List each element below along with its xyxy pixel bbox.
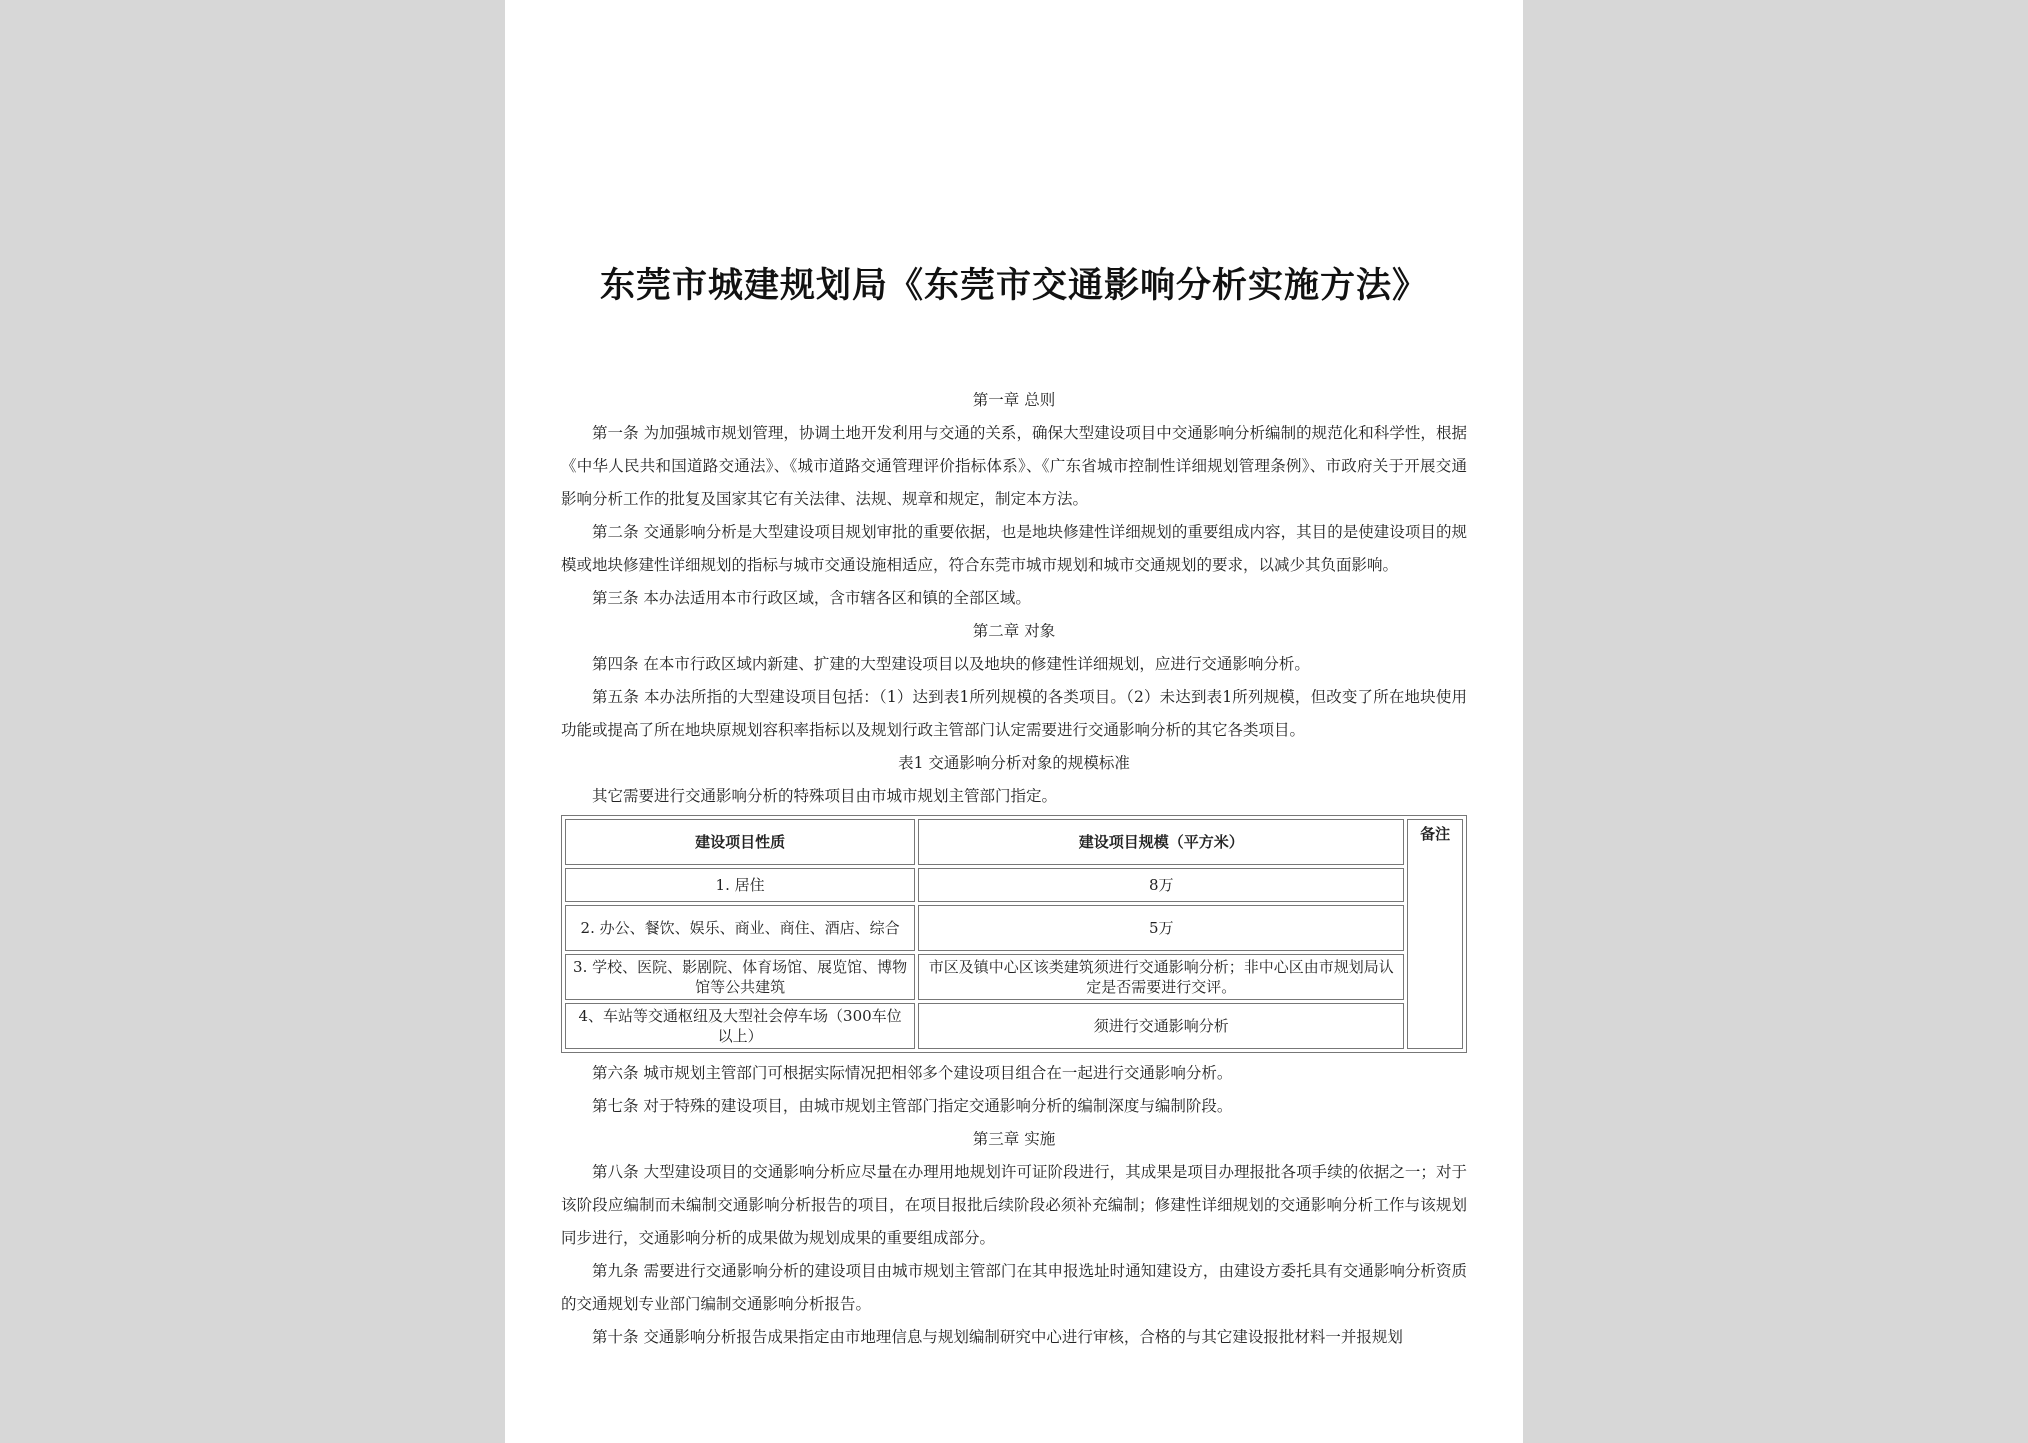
cell-scale: 须进行交通影响分析 bbox=[918, 1003, 1404, 1049]
table-row bbox=[565, 1003, 1463, 1049]
table-row bbox=[565, 954, 1463, 1000]
article-paragraph: 第四条 在本市行政区域内新建、扩建的大型建设项目以及地块的修建性详细规划，应进行交通影响分析。 bbox=[592, 655, 1310, 673]
table-row bbox=[565, 868, 1463, 902]
article-paragraph: 第三条 本办法适用本市行政区域，含市辖各区和镇的全部区域。 bbox=[592, 589, 1031, 607]
scale-standard-table-wrap bbox=[561, 815, 1467, 1053]
article-paragraph: 第六条 城市规划主管部门可根据实际情况把相邻多个建设项目组合在一起进行交通影响分析。 bbox=[592, 1064, 1233, 1082]
header-remark: 备注 bbox=[1407, 819, 1463, 1049]
cell-nature: 3. 学校、医院、影剧院、体育场馆、展览馆、博物馆等公共建筑 bbox=[565, 954, 915, 1000]
header-scale: 建设项目规模（平方米） bbox=[918, 819, 1404, 865]
cell-scale: 8万 bbox=[918, 868, 1404, 902]
cell-scale: 市区及镇中心区该类建筑须进行交通影响分析；非中心区由市规划局认定是否需要进行交评。 bbox=[918, 954, 1404, 1000]
table-note: 其它需要进行交通影响分析的特殊项目由市城市规划主管部门指定。 bbox=[592, 787, 1058, 805]
article-paragraph: 第五条 本办法所指的大型建设项目包括：（1）达到表1所列规模的各类项目。（2）未达到表1所列规模，但改变了所在地块使用功能或提高了所在地块原规划容积率指标以及规划行政主管部门认定需要进行交通影响分析的其它各类项目。 bbox=[561, 688, 1467, 739]
document-body bbox=[561, 384, 1467, 1354]
article-paragraph: 第十条 交通影响分析报告成果指定由市地理信息与规划编制研究中心进行审核，合格的与其它建设报批材料一并报规划 bbox=[592, 1328, 1403, 1346]
article-paragraph: 第一条 为加强城市规划管理，协调土地开发利用与交通的关系，确保大型建设项目中交通影响分析编制的规范化和科学性，根据《中华人民共和国道路交通法》、《城市道路交通管理评价指标体系》、《广东省城市控制性详细规划管理条例》、市政府关于开展交通影响分析工作的批复及国家其它有关法律、法规、规章和规定，制定本方法。 bbox=[561, 424, 1467, 508]
article-paragraph: 第二条 交通影响分析是大型建设项目规划审批的重要依据，也是地块修建性详细规划的重要组成内容，其目的是使建设项目的规模或地块修建性详细规划的指标与城市交通设施相适应，符合东莞市城市规划和城市交通规划的要求，以减少其负面影响。 bbox=[561, 523, 1467, 574]
cell-nature: 4、车站等交通枢纽及大型社会停车场（300车位以上） bbox=[565, 1003, 915, 1049]
scale-standard-table bbox=[561, 815, 1467, 1053]
cell-scale: 5万 bbox=[918, 905, 1404, 951]
chapter-heading: 第二章 对象 bbox=[972, 622, 1056, 640]
chapter-heading: 第三章 实施 bbox=[972, 1130, 1056, 1148]
table-caption: 表1 交通影响分析对象的规模标准 bbox=[898, 754, 1130, 772]
header-nature: 建设项目性质 bbox=[565, 819, 915, 865]
article-paragraph: 第九条 需要进行交通影响分析的建设项目由城市规划主管部门在其申报选址时通知建设方，由建设方委托具有交通影响分析资质的交通规划专业部门编制交通影响分析报告。 bbox=[561, 1262, 1467, 1313]
article-paragraph: 第七条 对于特殊的建设项目，由城市规划主管部门指定交通影响分析的编制深度与编制阶段。 bbox=[592, 1097, 1233, 1115]
article-paragraph: 第八条 大型建设项目的交通影响分析应尽量在办理用地规划许可证阶段进行，其成果是项目办理报批各项手续的依据之一；对于该阶段应编制而未编制交通影响分析报告的项目，在项目报批后续阶段必须补充编制；修建性详细规划的交通影响分析工作与该规划同步进行，交通影响分析的成果做为规划成果的重要组成部分。 bbox=[561, 1163, 1467, 1247]
document-page bbox=[505, 0, 1523, 1443]
table-row bbox=[565, 905, 1463, 951]
chapter-heading: 第一章 总则 bbox=[972, 391, 1056, 409]
document-title: 东莞市城建规划局《东莞市交通影响分析实施方法》 bbox=[599, 265, 1428, 306]
table-header-row bbox=[565, 819, 1463, 865]
cell-nature: 2. 办公、餐饮、娱乐、商业、商住、酒店、综合 bbox=[565, 905, 915, 951]
cell-nature: 1. 居住 bbox=[565, 868, 915, 902]
